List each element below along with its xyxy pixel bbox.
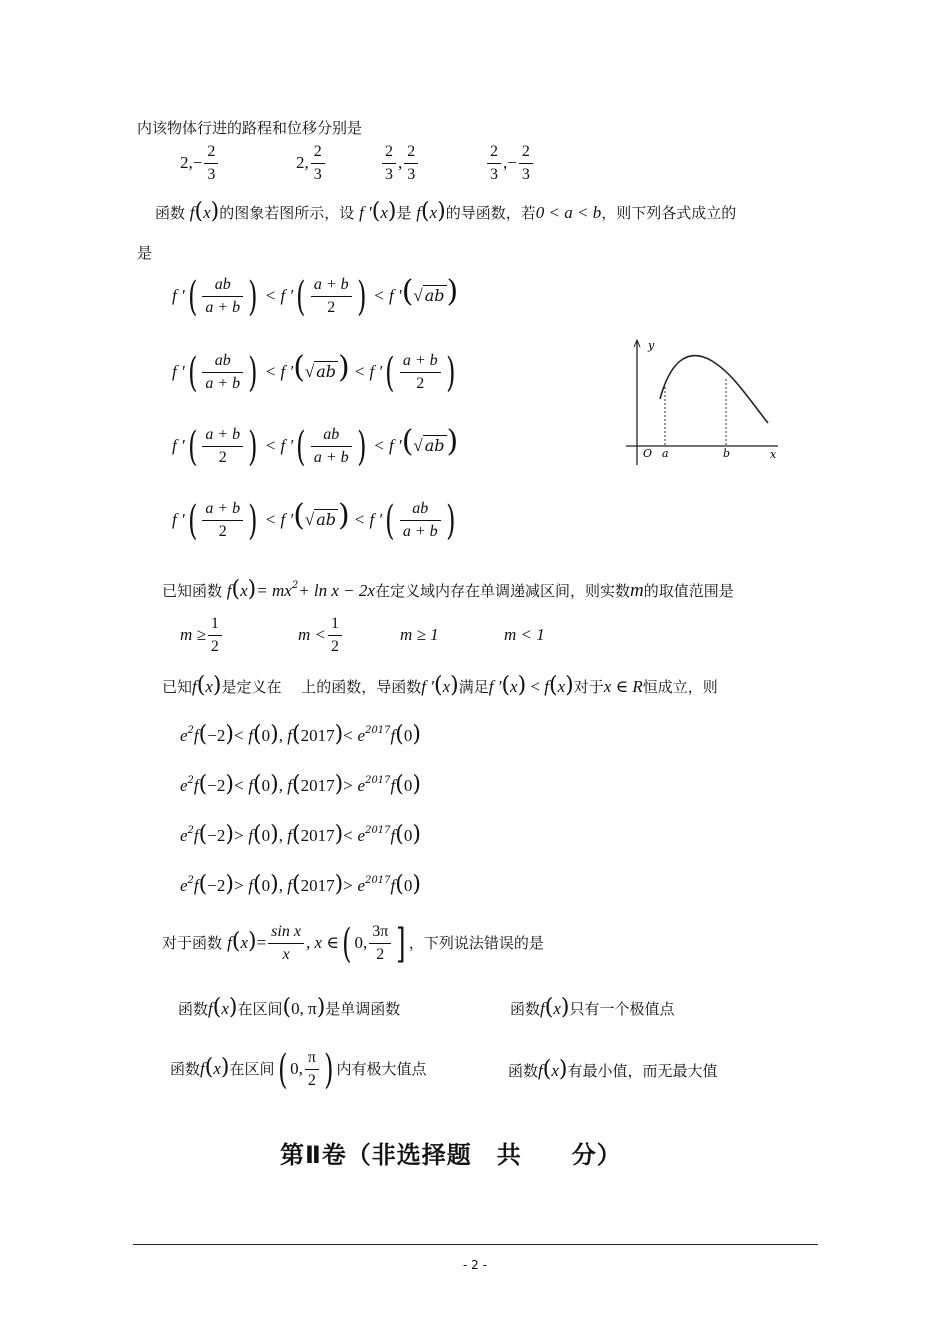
sin-option-b: 函数f(x)只有一个极值点 bbox=[510, 995, 675, 1020]
question-m-stem: 已知函数 $f(x)= mx^2+ \ln x - 2x$在定义域内存在单调递减区间，则实数m的取值范围是 bbox=[162, 577, 734, 602]
m-option-d: m < 1 bbox=[504, 625, 545, 644]
page-number: - 2 - bbox=[463, 1258, 487, 1272]
question-sin-stem: 对于函数 f(x)= $\frac{\text{sin x}}{x}$ , x ∈( 0, $\frac{3\pi}{2}$ ] ，下列说法错误的是 bbox=[162, 920, 544, 967]
option-c: $\frac{2}{3}$ , $\frac{2}{3}$ bbox=[380, 142, 420, 185]
graph-label-b: b bbox=[723, 447, 731, 460]
question-tail-text: 内该物体行进的路程和位移分别是 bbox=[137, 119, 363, 137]
graph-label-o: O bbox=[643, 447, 653, 460]
sin-option-d: 函数f(x)有最小值，而无最大值 bbox=[508, 1057, 718, 1082]
exp-option-d: $e^2f(-2)> f(0)$, $f(2017)> e^{2017}f(0)$ bbox=[180, 872, 421, 897]
footer-divider bbox=[133, 1244, 818, 1245]
option-d: $\frac{2}{3}$ ,− $\frac{2}{3}$ bbox=[485, 142, 535, 185]
graph-option-a: f ′( $\frac{ab}{a + b}$ ) < f ′( $\frac{a + b}{2}$ ) < f ′(√ ab) bbox=[172, 273, 459, 320]
question-graph-stem: 函数 f(x)的图象若图所示，设 f ′(x)是 f(x)的导函数，若0 < a < b，则下列各式成立的 bbox=[155, 199, 737, 224]
function-curve bbox=[660, 356, 768, 423]
function-graph-figure bbox=[620, 335, 790, 475]
exp-option-b: $e^2f(-2)< f(0)$, $f(2017)> e^{2017}f(0)$ bbox=[180, 772, 421, 797]
graph-label-y: y bbox=[648, 339, 655, 352]
question-graph-stem-cont: 是 bbox=[137, 244, 153, 262]
option-a: 2,− $\frac{2}{3}$ bbox=[180, 142, 220, 185]
m-option-c: m ≥ 1 bbox=[400, 625, 439, 644]
section-heading: 第Ⅱ卷（非选择题 共 分） bbox=[280, 1141, 622, 1169]
graph-option-c: f ′( $\frac{a + b}{2}$ ) < f ′( $\frac{ab}{a + b}$ ) < f ′(√ ab) bbox=[172, 423, 459, 470]
question-exp-stem: 已知f(x)是定义在 上的函数，导函数f ′(x)满足f ′(x) < f(x)对于x ∈ R恒成立，则 bbox=[162, 673, 718, 698]
graph-option-b: f ′( $\frac{ab}{a + b}$ ) < f ′(√ ab) < f ′( $\frac{a + b}{2}$ ) bbox=[172, 349, 456, 396]
graph-option-d: f ′( $\frac{a + b}{2}$ ) < f ′(√ ab) < f ′( $\frac{ab}{a + b}$ ) bbox=[172, 497, 456, 544]
exp-option-c: $e^2f(-2)> f(0)$, $f(2017)< e^{2017}f(0)$ bbox=[180, 822, 421, 847]
sin-option-a: 函数f(x)在区间(0, π)是单调函数 bbox=[178, 995, 401, 1020]
graph-label-a: a bbox=[662, 447, 669, 460]
exp-option-a: $e^2f(-2)< f(0)$, $f(2017)< e^{2017}f(0)$ bbox=[180, 722, 421, 747]
graph-label-x: x bbox=[770, 448, 777, 461]
option-b: 2, $\frac{2}{3}$ bbox=[296, 142, 327, 185]
sin-option-c: 函数f(x)在区间( 0, $\frac{\pi}{2}$ ) 内有极大值点 bbox=[170, 1046, 427, 1093]
m-option-b: m < $\frac{1}{2}$ bbox=[298, 614, 344, 657]
m-option-a: m ≥ $\frac{1}{2}$ bbox=[180, 614, 224, 657]
